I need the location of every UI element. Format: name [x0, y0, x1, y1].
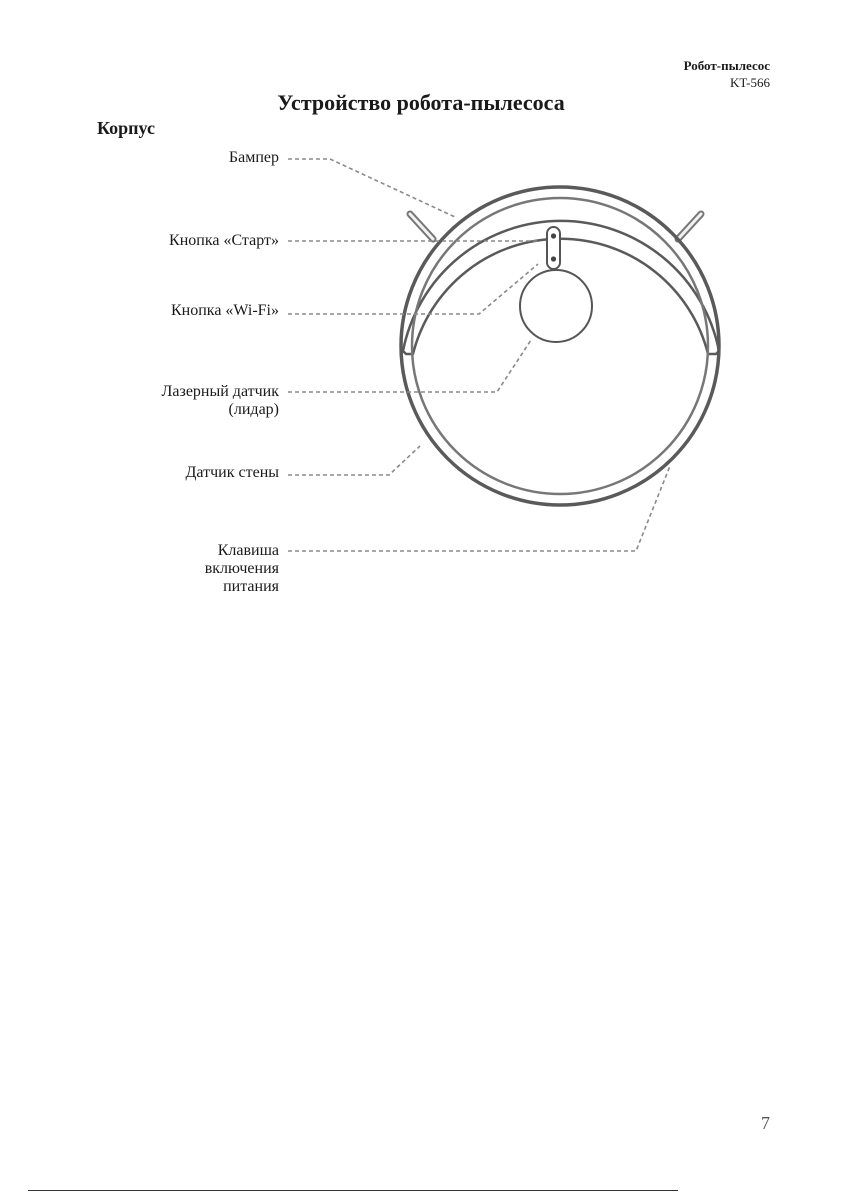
callout-label-lidar: Лазерный датчик (лидар) [161, 383, 279, 418]
page-title: Устройство робота-пылесоса [277, 90, 565, 115]
leader-line-bumper [288, 159, 455, 217]
leader-line-wall-sensor [288, 446, 420, 475]
callout-label-start-button: Кнопка «Старт» [169, 232, 279, 249]
callout-label-wifi-button: Кнопка «Wi-Fi» [170, 302, 279, 319]
callout-label-power-switch: Клавиша включения питания [204, 542, 279, 595]
button-panel [547, 227, 560, 269]
section-title: Корпус [97, 118, 155, 138]
wifi-button-dot [551, 256, 556, 261]
header-model-number: KT-566 [730, 75, 770, 90]
callout-label-bumper: Бампер [228, 149, 279, 166]
side-brush-right [678, 214, 701, 239]
footer-rule [28, 1190, 678, 1191]
start-button-dot [551, 233, 556, 238]
leader-line-power-switch [288, 466, 670, 551]
header-product-name: Робот-пылесос [683, 58, 770, 73]
callout-label-wall-sensor: Датчик стены [185, 464, 279, 481]
page-number: 7 [761, 1113, 770, 1133]
lidar-turret [520, 270, 592, 342]
side-brush-left [410, 214, 433, 239]
